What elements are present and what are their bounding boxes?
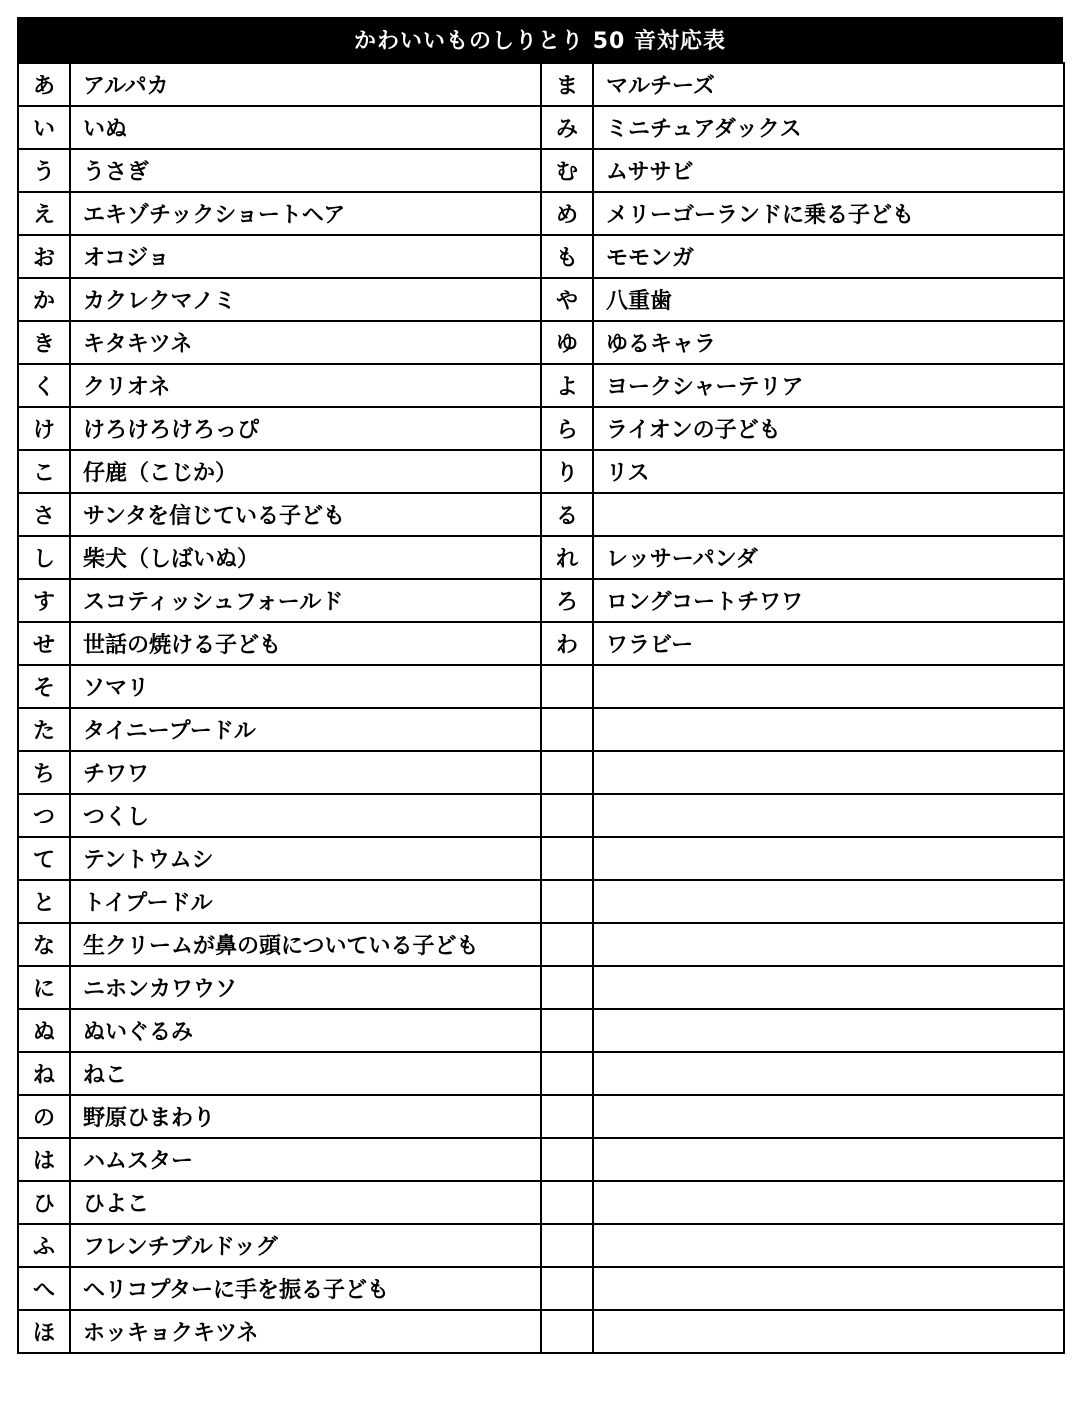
- right-word-cell: レッサーパンダ: [593, 536, 1064, 579]
- right-word-cell: [593, 794, 1064, 837]
- left-word-cell: トイプードル: [70, 880, 541, 923]
- right-kana-cell: よ: [541, 364, 593, 407]
- right-word-cell: ゆるキャラ: [593, 321, 1064, 364]
- left-word-cell: ニホンカワウソ: [70, 966, 541, 1009]
- table-row: [18, 708, 1064, 751]
- right-word-cell: ミニチュアダックス: [593, 106, 1064, 149]
- right-kana-cell: ゆ: [541, 321, 593, 364]
- left-kana-cell: き: [18, 321, 70, 364]
- right-word-cell: [593, 1224, 1064, 1267]
- table-row: [18, 966, 1064, 1009]
- left-kana-cell: え: [18, 192, 70, 235]
- shiritori-table: [17, 62, 1065, 1354]
- left-kana-cell: て: [18, 837, 70, 880]
- table-row: [18, 149, 1064, 192]
- right-word-cell: [593, 1310, 1064, 1353]
- right-kana-cell: [541, 1095, 593, 1138]
- table-row: [18, 1095, 1064, 1138]
- right-word-cell: [593, 837, 1064, 880]
- left-kana-cell: ほ: [18, 1310, 70, 1353]
- right-kana-cell: も: [541, 235, 593, 278]
- left-kana-cell: は: [18, 1138, 70, 1181]
- left-word-cell: スコティッシュフォールド: [70, 579, 541, 622]
- table-row: [18, 1009, 1064, 1052]
- right-kana-cell: ら: [541, 407, 593, 450]
- left-word-cell: エキゾチックショートヘア: [70, 192, 541, 235]
- left-word-cell: ハムスター: [70, 1138, 541, 1181]
- right-word-cell: [593, 1181, 1064, 1224]
- left-word-cell: チワワ: [70, 751, 541, 794]
- left-kana-cell: お: [18, 235, 70, 278]
- table-row: [18, 235, 1064, 278]
- table-row: [18, 1310, 1064, 1353]
- left-word-cell: キタキツネ: [70, 321, 541, 364]
- right-kana-cell: れ: [541, 536, 593, 579]
- table-row: [18, 63, 1064, 106]
- left-kana-cell: い: [18, 106, 70, 149]
- right-word-cell: ワラビー: [593, 622, 1064, 665]
- right-word-cell: [593, 493, 1064, 536]
- table-row: [18, 1181, 1064, 1224]
- left-word-cell: 柴犬（しばいぬ）: [70, 536, 541, 579]
- right-word-cell: [593, 708, 1064, 751]
- right-kana-cell: わ: [541, 622, 593, 665]
- left-kana-cell: と: [18, 880, 70, 923]
- left-word-cell: ホッキョクキツネ: [70, 1310, 541, 1353]
- left-kana-cell: に: [18, 966, 70, 1009]
- left-kana-cell: ね: [18, 1052, 70, 1095]
- table-row: [18, 278, 1064, 321]
- left-kana-cell: し: [18, 536, 70, 579]
- table-row: [18, 622, 1064, 665]
- table-row: [18, 536, 1064, 579]
- right-kana-cell: り: [541, 450, 593, 493]
- left-word-cell: ひよこ: [70, 1181, 541, 1224]
- left-kana-cell: け: [18, 407, 70, 450]
- left-kana-cell: つ: [18, 794, 70, 837]
- table-row: [18, 923, 1064, 966]
- right-kana-cell: [541, 966, 593, 1009]
- left-word-cell: 仔鹿（こじか）: [70, 450, 541, 493]
- table-row: [18, 1052, 1064, 1095]
- right-kana-cell: [541, 794, 593, 837]
- table-row: [18, 837, 1064, 880]
- right-kana-cell: [541, 1310, 593, 1353]
- right-kana-cell: [541, 923, 593, 966]
- table-row: [18, 106, 1064, 149]
- right-kana-cell: [541, 1138, 593, 1181]
- left-word-cell: 野原ひまわり: [70, 1095, 541, 1138]
- left-word-cell: ヘリコプターに手を振る子ども: [70, 1267, 541, 1310]
- left-kana-cell: さ: [18, 493, 70, 536]
- table-row: [18, 407, 1064, 450]
- right-word-cell: [593, 1052, 1064, 1095]
- right-word-cell: ライオンの子ども: [593, 407, 1064, 450]
- left-kana-cell: へ: [18, 1267, 70, 1310]
- right-word-cell: [593, 1138, 1064, 1181]
- right-word-cell: ロングコートチワワ: [593, 579, 1064, 622]
- left-word-cell: いぬ: [70, 106, 541, 149]
- left-kana-cell: あ: [18, 63, 70, 106]
- right-word-cell: [593, 923, 1064, 966]
- left-word-cell: アルパカ: [70, 63, 541, 106]
- left-word-cell: ソマリ: [70, 665, 541, 708]
- right-word-cell: [593, 1009, 1064, 1052]
- table-row: [18, 1138, 1064, 1181]
- left-kana-cell: ち: [18, 751, 70, 794]
- right-word-cell: ヨークシャーテリア: [593, 364, 1064, 407]
- right-kana-cell: [541, 1224, 593, 1267]
- table-row: [18, 794, 1064, 837]
- left-kana-cell: そ: [18, 665, 70, 708]
- left-kana-cell: か: [18, 278, 70, 321]
- table-row: [18, 751, 1064, 794]
- left-word-cell: タイニープードル: [70, 708, 541, 751]
- left-kana-cell: こ: [18, 450, 70, 493]
- left-word-cell: つくし: [70, 794, 541, 837]
- left-kana-cell: ぬ: [18, 1009, 70, 1052]
- right-kana-cell: む: [541, 149, 593, 192]
- right-word-cell: 八重歯: [593, 278, 1064, 321]
- right-kana-cell: や: [541, 278, 593, 321]
- left-kana-cell: た: [18, 708, 70, 751]
- table-row: [18, 1224, 1064, 1267]
- left-word-cell: フレンチブルドッグ: [70, 1224, 541, 1267]
- table-row: [18, 192, 1064, 235]
- table-row: [18, 450, 1064, 493]
- right-kana-cell: [541, 708, 593, 751]
- right-kana-cell: [541, 1267, 593, 1310]
- right-kana-cell: [541, 880, 593, 923]
- left-word-cell: 世話の焼ける子ども: [70, 622, 541, 665]
- table-body: [18, 63, 1064, 1353]
- left-kana-cell: う: [18, 149, 70, 192]
- right-word-cell: [593, 665, 1064, 708]
- right-word-cell: ムササビ: [593, 149, 1064, 192]
- left-word-cell: カクレクマノミ: [70, 278, 541, 321]
- right-word-cell: [593, 1267, 1064, 1310]
- right-kana-cell: [541, 1052, 593, 1095]
- right-kana-cell: [541, 837, 593, 880]
- left-kana-cell: く: [18, 364, 70, 407]
- right-kana-cell: る: [541, 493, 593, 536]
- right-word-cell: マルチーズ: [593, 63, 1064, 106]
- right-kana-cell: [541, 1009, 593, 1052]
- right-kana-cell: ろ: [541, 579, 593, 622]
- right-word-cell: メリーゴーランドに乗る子ども: [593, 192, 1064, 235]
- left-kana-cell: ふ: [18, 1224, 70, 1267]
- left-kana-cell: の: [18, 1095, 70, 1138]
- left-word-cell: クリオネ: [70, 364, 541, 407]
- left-word-cell: ねこ: [70, 1052, 541, 1095]
- table-row: [18, 579, 1064, 622]
- right-kana-cell: [541, 665, 593, 708]
- right-word-cell: [593, 880, 1064, 923]
- table-row: [18, 321, 1064, 364]
- left-kana-cell: す: [18, 579, 70, 622]
- left-kana-cell: な: [18, 923, 70, 966]
- left-word-cell: ぬいぐるみ: [70, 1009, 541, 1052]
- left-word-cell: テントウムシ: [70, 837, 541, 880]
- right-word-cell: [593, 966, 1064, 1009]
- right-kana-cell: め: [541, 192, 593, 235]
- table-row: [18, 665, 1064, 708]
- right-word-cell: モモンガ: [593, 235, 1064, 278]
- left-word-cell: オコジョ: [70, 235, 541, 278]
- left-word-cell: うさぎ: [70, 149, 541, 192]
- left-word-cell: 生クリームが鼻の頭についている子ども: [70, 923, 541, 966]
- table-row: [18, 364, 1064, 407]
- right-kana-cell: み: [541, 106, 593, 149]
- left-kana-cell: せ: [18, 622, 70, 665]
- table-row: [18, 493, 1064, 536]
- right-kana-cell: ま: [541, 63, 593, 106]
- right-word-cell: [593, 751, 1064, 794]
- right-word-cell: リス: [593, 450, 1064, 493]
- right-word-cell: [593, 1095, 1064, 1138]
- left-word-cell: サンタを信じている子ども: [70, 493, 541, 536]
- right-kana-cell: [541, 1181, 593, 1224]
- left-kana-cell: ひ: [18, 1181, 70, 1224]
- sheet-title: かわいいものしりとり 50 音対応表: [17, 17, 1063, 62]
- right-kana-cell: [541, 751, 593, 794]
- left-word-cell: けろけろけろっぴ: [70, 407, 541, 450]
- shiritori-sheet: [17, 17, 1063, 1354]
- table-row: [18, 880, 1064, 923]
- table-row: [18, 1267, 1064, 1310]
